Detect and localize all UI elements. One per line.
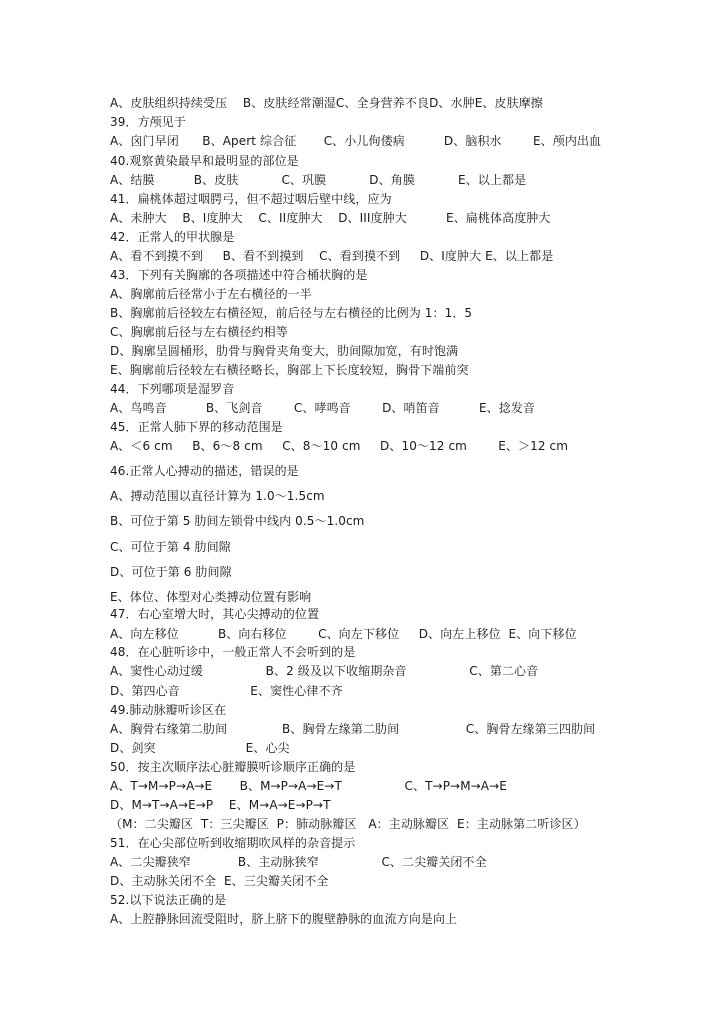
question-39: 39．方颅见于	[110, 115, 186, 129]
question-51: 51．在心尖部位听到收缩期吹风样的杂音提示	[110, 836, 356, 850]
question-45: 45．正常人肺下界的移动范围是	[110, 420, 283, 434]
question-49: 49.肺动脉瓣听诊区在	[110, 703, 227, 717]
question-43: 43．下列有关胸廓的各项描述中符合桶状胸的是	[110, 268, 368, 282]
options-41: A、未肿大 B、I度肿大 C、II度肿大 D、III度肿大 E、扁桃体高度肿大	[110, 211, 551, 225]
options-49b: D、剑突 E、心尖	[110, 741, 290, 755]
question-42: 42．正常人的甲状腺是	[110, 230, 235, 244]
options-40: A、结膜 B、皮肤 C、巩膜 D、角膜 E、以上都是	[110, 173, 527, 187]
option-43a: A、胸廓前后径常小于左右横径的一半	[110, 287, 312, 301]
options-44: A、鸟鸣音 B、飞剑音 C、哮鸣音 D、哨笛音 E、捻发音	[110, 401, 536, 415]
options-51a: A、二尖瓣狭窄 B、主动脉狭窄 C、二尖瓣关闭不全	[110, 855, 487, 869]
question-46: 46.正常人心搏动的描述，错误的是	[110, 464, 299, 478]
question-48: 48．在心脏听诊中，一般正常人不会听到的是	[110, 645, 356, 659]
option-46e: E、体位、体型对心类搏动位置有影响	[110, 590, 312, 604]
options-42: A、看不到摸不到 B、看不到摸到 C、看到摸不到 D、I度肿大 E、以上都是	[110, 249, 554, 263]
legend-50: （M：二尖瓣区 T：三尖瓣区 P：肺动脉瓣区 A：主动脉瓣区 E：主动脉第二听诊区）	[110, 817, 586, 831]
options-48a: A、窦性心动过缓 B、2 级及以下收缩期杂音 C、第二心音	[110, 664, 539, 678]
option-43c: C、胸廓前后径与左右横径约相等	[110, 325, 288, 339]
question-50: 50．按主次顺序法心脏瓣膜听诊顺序正确的是	[110, 760, 356, 774]
option-46b: B、可位于第 5 肋间左锁骨中线内 0.5～1.0cm	[110, 514, 365, 528]
option-43b: B、胸廓前后径较左右横径短，前后径与左右横径的比例为 1：1．5	[110, 306, 473, 320]
options-47: A、向左移位 B、向右移位 C、向左下移位 D、向左上移位 E、向下移位	[110, 627, 577, 641]
option-46d: D、可位于第 6 肋间隙	[110, 565, 232, 579]
options-48b: D、第四心音 E、窦性心律不齐	[110, 684, 343, 698]
option-43d: D、胸廓呈圆桶形，肋骨与胸骨夹角变大，肋间隙加宽，有时饱满	[110, 344, 459, 358]
options-39: A、囟门早闭 B、Apert 综合征 C、小儿佝偻病 D、脑积水 E、颅内出血	[110, 134, 602, 148]
question-44: 44．下列哪项是湿罗音	[110, 382, 235, 396]
question-41: 41．扁桃体超过咽腭弓，但不超过咽后壁中线，应为	[110, 192, 392, 206]
options-49a: A、胸骨右缘第二肋间 B、胸骨左缘第二肋间 C、胸骨左缘第三四肋间	[110, 722, 596, 736]
option-43e: E、胸廓前后径较左右横径略长，胸部上下长度较短，胸骨下端前突	[110, 363, 469, 377]
question-40: 40.观察黄染最早和最明显的部位是	[110, 154, 299, 168]
option-52a: A、上腔静脉回流受阻时，脐上脐下的腹壁静脉的血流方向是向上	[110, 912, 458, 926]
option-46a: A、搏动范围以直径计算为 1.0～1.5cm	[110, 489, 325, 503]
options-51b: D、主动脉关闭不全 E、三尖瓣关闭不全	[110, 874, 329, 888]
option-46c: C、可位于第 4 肋间隙	[110, 540, 231, 554]
options-50a: A、T→M→P→A→E B、M→P→A→E→T C、T→P→M→A→E	[110, 779, 507, 793]
question-52: 52.以下说法正确的是	[110, 893, 227, 907]
question-47: 47．右心室增大时，其心尖搏动的位置	[110, 607, 320, 621]
options-50b: D、M→T→A→E→P E、M→A→E→P→T	[110, 798, 331, 812]
text-line: A、皮肤组织持续受压 B、皮肤经常潮湿C、全身营养不良D、水肿E、皮肤摩擦	[110, 96, 543, 110]
options-45: A、＜6 cm B、6～8 cm C、8～10 cm D、10～12 cm E、＞12 cm	[110, 439, 569, 453]
